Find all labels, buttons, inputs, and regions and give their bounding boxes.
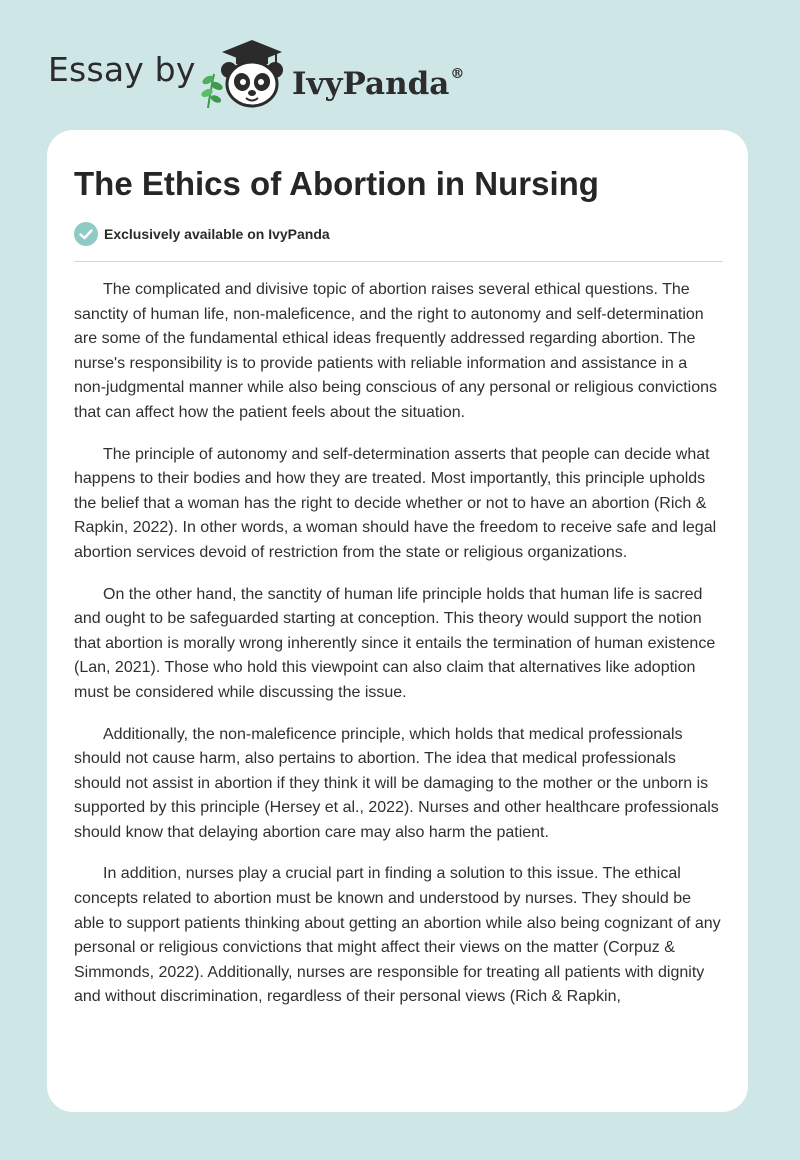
paragraph: Additionally, the non-maleficence principle, which holds that medical professionals should not cause harm, also pertains to abortion. The idea that medical professionals should not assist in abortion if they think it will be damaging to the mother or the unborn is supported by this principle (Hersey et al., 2022). Nurses and other healthcare professionals should know that delaying abortion care may also harm the patient.	[74, 725, 719, 841]
exclusive-badge	[74, 222, 330, 246]
essay-card	[47, 130, 748, 1112]
brand-name-text: IvyPanda	[292, 66, 450, 102]
divider	[74, 261, 723, 262]
paragraph: The complicated and divisive topic of abortion raises several ethical questions. The sanctity of human life, non-maleficence, and the right to autonomy and self-determination are some of the fundamental ethical ideas frequently addressed regarding abortion. The nurse's responsibility is to provide patients with reliable information and assistance in a non-judgmental manner while also being conscious of any personal or religious convictions that can affect how the patient feels about the situation.	[74, 281, 718, 421]
brand-name[interactable]	[292, 54, 464, 104]
paragraph: In addition, nurses play a crucial part in finding a solution to this issue. The ethical concepts related to abortion must be known and understood by nurses. They should be able to support patients thinking about getting an abortion while also being cognizant of any personal or religious convictions that might affect their views on the matter (Corpuz & Simmonds, 2022). Additionally, nurses are responsible for treating all patients with dignity and without discrimination, regardless of their personal views (Rich & Rapkin,	[74, 865, 721, 1006]
exclusive-badge-label: Exclusively available on IvyPanda	[104, 226, 330, 242]
paragraph: On the other hand, the sanctity of human life principle holds that human life is sacred and ought to be safeguarded starting at conception. This theory would support the notion that abortion is morally wrong inherently since it entails the termination of human existence (Lan, 2021). Those who hold this viewpoint can also claim that alternatives like adoption must be considered while discussing the issue.	[74, 585, 716, 701]
paragraph: The principle of autonomy and self-determination asserts that people can decide what happens to their bodies and how they are treated. Most importantly, this principle upholds the belief that a woman has the right to decide whether or not to have an abortion (Rich & Rapkin, 2022). In other words, a woman should have the freedom to receive safe and legal abortion services devoid of restriction from the state or religious organizations.	[74, 445, 717, 561]
registered-mark: ®	[450, 66, 465, 82]
check-circle-icon	[74, 222, 98, 246]
page-title: The Ethics of Abortion in Nursing	[74, 165, 599, 202]
panda-graduate-logo-icon[interactable]	[200, 36, 286, 110]
essay-by-label: Essay by	[48, 50, 196, 89]
essay-body	[74, 278, 723, 1103]
site-header	[0, 0, 800, 130]
